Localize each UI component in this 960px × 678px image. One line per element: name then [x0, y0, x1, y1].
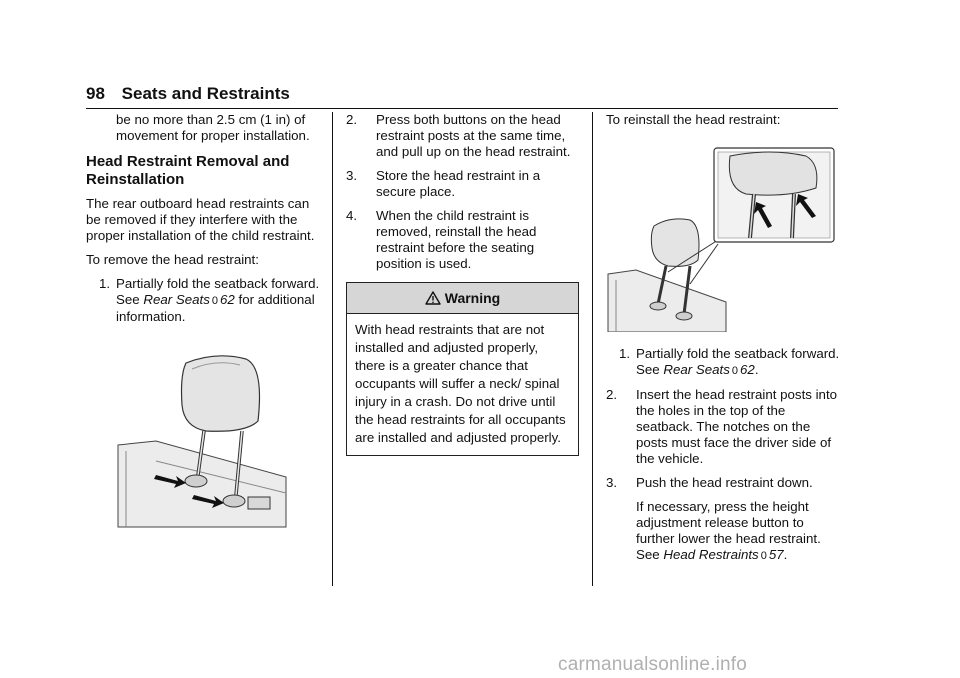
cross-reference-link[interactable]: Rear Seats — [663, 362, 730, 377]
cross-reference-link[interactable]: Rear Seats — [143, 292, 210, 307]
remove-title: To remove the head restraint: — [86, 252, 259, 267]
reinstall-step-2: 2. Insert the head restraint posts into the holes in the top of the seatback. The notches on the posts must face the driver side of the vehicle. — [606, 387, 838, 466]
step-number: 1. — [99, 276, 111, 291]
remove-step-1: 1. Partially fold the seatback forward. See Rear Seats 0 62 for additional information. — [99, 276, 320, 324]
reinstall-title: To reinstall the head restraint: — [606, 112, 781, 127]
page-ref[interactable]: 57 — [768, 547, 784, 562]
section-title: Seats and Restraints — [121, 84, 290, 103]
page-ref[interactable]: 62 — [220, 292, 235, 307]
column-divider-1 — [332, 112, 333, 586]
head-restraint-reinstall-illustration — [606, 144, 842, 332]
remove-step-4: 4. When the child restraint is removed, reinstall the head restraint before the seating position is used. — [346, 208, 537, 271]
page-ref-arrow: 0 — [760, 550, 767, 562]
cross-reference-link[interactable]: Head Restraints — [663, 547, 759, 562]
column-1 — [86, 112, 322, 535]
warning-body: With head restraints that are not installed and adjusted properly, there is a greater chance that occupants will suffer a neck/ spinal injury in a crash. Do not drive until the head restraints for all occupants are installed and adjusted properly. — [355, 322, 566, 445]
remove-step-2: 2. Press both buttons on the head restraint posts at the same time, and pull up on the head restraint. — [346, 112, 571, 159]
watermark: carmanualsonline.info — [558, 654, 748, 675]
page-number: 98 — [86, 84, 105, 103]
reinstall-step-3: 3. Push the head restraint down. — [606, 475, 813, 490]
intro-paragraph: The rear outboard head restraints can be removed if they interfere with the proper installation of the child restraint. — [86, 196, 315, 243]
page-header — [86, 84, 838, 109]
page-ref-arrow: 0 — [211, 295, 219, 307]
column-2 — [346, 112, 579, 456]
reinstall-note: If necessary, press the height adjustment release button to further lower the head restraint. See Head Restraints 0 57. — [636, 499, 821, 562]
warning-header — [347, 283, 578, 314]
head-restraint-removal-illustration — [86, 345, 322, 535]
reinstall-step-1: 1. Partially fold the seatback forward. See Rear Seats 0 62. — [619, 346, 840, 377]
continued-text: be no more than 2.5 cm (1 in) of movement for proper installation. — [116, 112, 310, 143]
remove-step-3: 3. Store the head restraint in a secure place. — [346, 168, 541, 199]
section-heading: Head Restraint Removal and Reinstallation — [86, 153, 290, 188]
page-ref[interactable]: 62 — [740, 362, 755, 377]
warning-triangle-icon — [425, 291, 441, 305]
warning-box — [346, 282, 579, 456]
column-divider-2 — [592, 112, 593, 586]
page-ref-arrow: 0 — [731, 365, 739, 377]
warning-title: Warning — [444, 290, 501, 306]
column-3 — [606, 112, 842, 572]
